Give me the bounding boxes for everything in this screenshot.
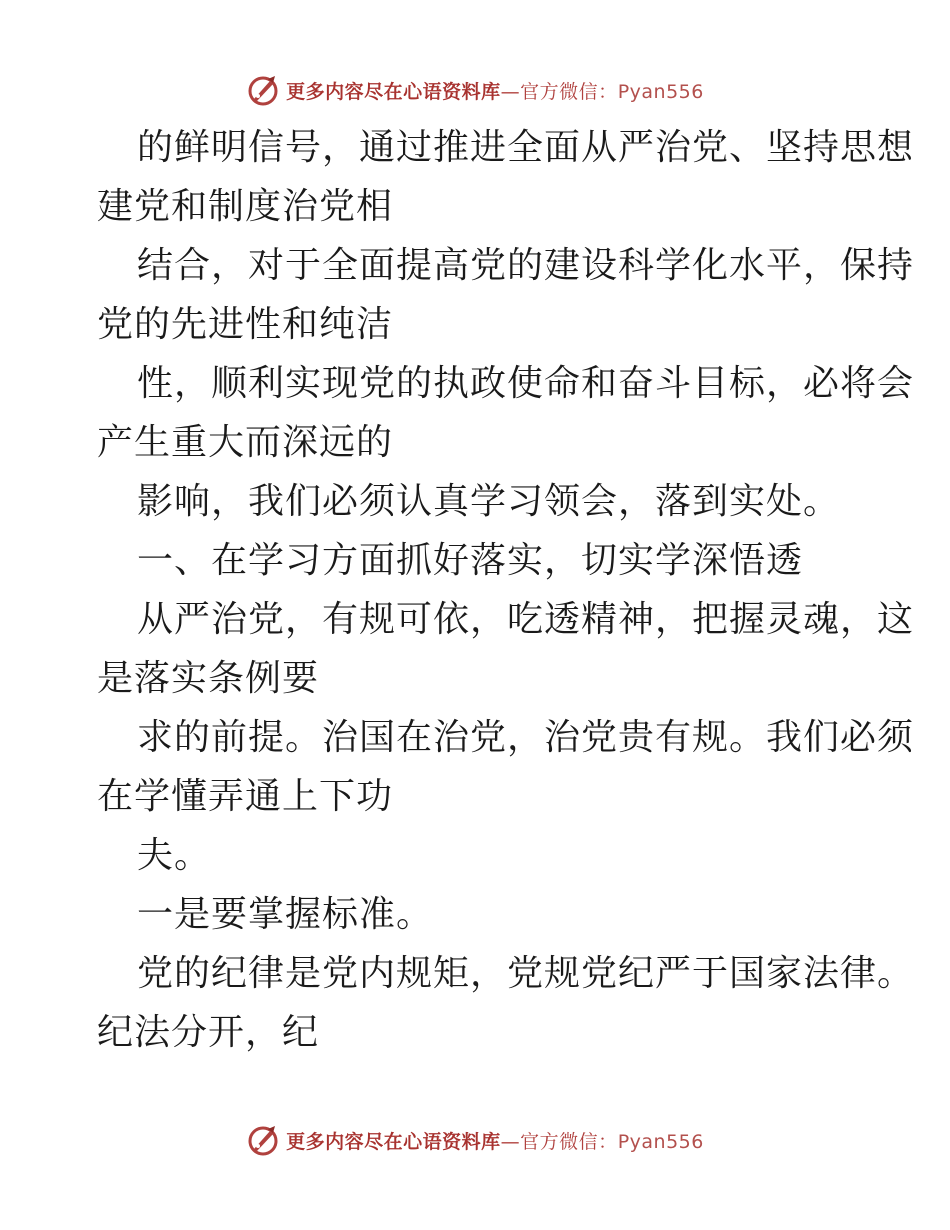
header-banner-text	[286, 77, 704, 104]
footer-banner-text	[286, 1127, 704, 1154]
body-line: 夫。	[137, 835, 212, 876]
section-heading: 一、在学习方面抓好落实，切实学深悟透	[137, 540, 804, 581]
subsection-heading: 一是要掌握标准。	[137, 894, 434, 935]
body-line: 是落实条例要	[97, 658, 320, 699]
body-line: 影响，我们必须认真学习领会，落到实处。	[137, 481, 841, 522]
footer-banner-dash: —	[500, 1130, 521, 1153]
document-body	[97, 118, 915, 1062]
quill-pen-logo-icon	[246, 1123, 280, 1157]
header-banner-dash: —	[500, 80, 521, 103]
body-line: 的鲜明信号，通过推进全面从严治党、坚持思想	[137, 127, 915, 168]
footer-banner	[0, 1120, 950, 1160]
body-line: 党的纪律是党内规矩，党规党纪严于国家法律。	[137, 953, 915, 994]
body-line: 党的先进性和纯洁	[97, 304, 394, 345]
body-line: 产生重大而深远的	[97, 422, 394, 463]
footer-wechat-id: Pyan556	[617, 1130, 704, 1153]
body-line: 纪法分开，纪	[97, 1012, 320, 1053]
header-banner	[0, 70, 950, 110]
body-line: 性，顺利实现党的执政使命和奋斗目标，必将会	[137, 363, 915, 404]
footer-wechat-label: 官方微信：	[520, 1130, 618, 1153]
header-banner-main: 更多内容尽在心语资料库	[286, 80, 501, 103]
header-wechat-id: Pyan556	[617, 80, 704, 103]
header-wechat-label: 官方微信：	[520, 80, 618, 103]
body-line: 在学懂弄通上下功	[97, 776, 394, 817]
body-line: 结合，对于全面提高党的建设科学化水平，保持	[137, 245, 915, 286]
body-line: 建党和制度治党相	[97, 186, 394, 227]
body-line: 从严治党，有规可依，吃透精神，把握灵魂，这	[137, 599, 915, 640]
quill-pen-logo-icon	[246, 73, 280, 107]
body-line: 求的前提。治国在治党，治党贵有规。我们必须	[137, 717, 915, 758]
footer-banner-main: 更多内容尽在心语资料库	[286, 1130, 501, 1153]
